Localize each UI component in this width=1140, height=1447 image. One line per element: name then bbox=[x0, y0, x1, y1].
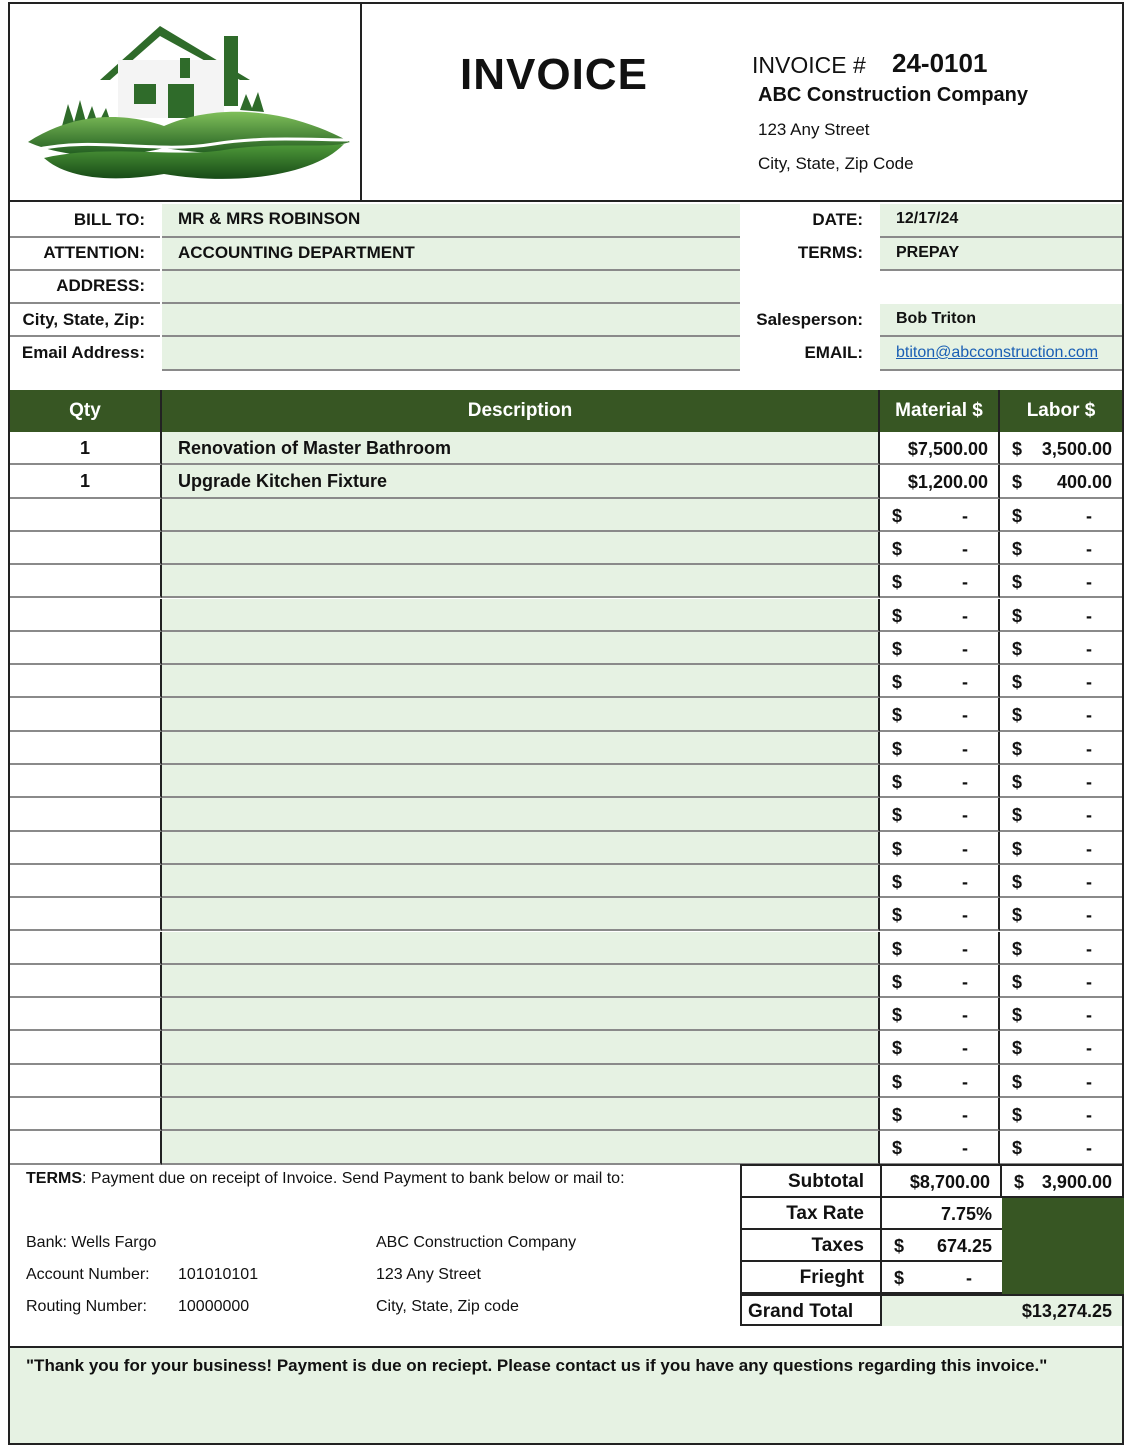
account-number-label: Account Number: bbox=[26, 1266, 150, 1283]
description-cell[interactable] bbox=[162, 698, 880, 731]
currency-sign: $ bbox=[1012, 1005, 1023, 1026]
sales-email-link[interactable]: btiton@abcconstruction.com bbox=[896, 344, 1099, 361]
labor-value: 3,500.00 bbox=[1041, 439, 1112, 459]
account-number: 101010101 bbox=[178, 1266, 259, 1283]
description-cell[interactable] bbox=[162, 665, 880, 698]
labor-value: - bbox=[1086, 1071, 1092, 1092]
table-row bbox=[10, 499, 1122, 532]
material-value: - bbox=[962, 772, 968, 792]
labor-cell[interactable] bbox=[1000, 1098, 1122, 1131]
invoice-sheet bbox=[8, 2, 1124, 1445]
qty-cell[interactable] bbox=[10, 798, 162, 831]
currency-sign: $ bbox=[894, 1236, 905, 1256]
table-row bbox=[10, 532, 1122, 565]
row-divider bbox=[10, 335, 160, 337]
material-value: - bbox=[962, 805, 968, 826]
labor-cell[interactable] bbox=[1000, 798, 1122, 831]
table-row bbox=[10, 832, 1122, 865]
freight-label: Frieght bbox=[742, 1262, 882, 1292]
bill-to-label: BILL TO: bbox=[73, 210, 145, 229]
currency-sign: $ bbox=[892, 572, 903, 593]
material-value: - bbox=[962, 672, 968, 693]
currency-sign: $ bbox=[892, 871, 903, 892]
subtotal-row bbox=[742, 1166, 1122, 1198]
currency-sign: $ bbox=[892, 805, 903, 826]
taxes-value: 674.25 bbox=[936, 1236, 992, 1256]
material-value: - bbox=[962, 1105, 968, 1125]
currency-sign: $ bbox=[892, 672, 903, 693]
material-cell[interactable] bbox=[880, 865, 1000, 898]
description-cell[interactable] bbox=[162, 765, 880, 798]
description-cell[interactable] bbox=[162, 1131, 880, 1164]
description-cell[interactable] bbox=[162, 832, 880, 865]
currency-sign: $ bbox=[892, 1138, 903, 1159]
material-value: - bbox=[962, 871, 968, 892]
currency-sign: $ bbox=[892, 838, 903, 859]
qty-cell[interactable]: 1 bbox=[10, 432, 162, 465]
currency-sign: $ bbox=[1012, 472, 1023, 493]
currency-sign: $ bbox=[1012, 971, 1023, 992]
currency-sign: $ bbox=[1014, 1172, 1025, 1192]
subtotal-label: Subtotal bbox=[742, 1166, 882, 1196]
description-cell[interactable] bbox=[162, 998, 880, 1031]
qty-column-header: Qty bbox=[10, 390, 162, 432]
labor-column-header: Labor $ bbox=[1026, 400, 1096, 421]
date-label: DATE: bbox=[812, 210, 863, 229]
terms-field[interactable]: PREPAY bbox=[880, 238, 1122, 271]
material-cell[interactable] bbox=[880, 965, 1000, 998]
thank-you-box bbox=[10, 1346, 1122, 1443]
labor-value: 400.00 bbox=[1056, 472, 1112, 493]
labor-cell[interactable] bbox=[1000, 698, 1122, 731]
currency-sign: $ bbox=[1012, 505, 1023, 526]
sales-email-field[interactable] bbox=[880, 337, 1122, 371]
material-value: - bbox=[962, 572, 968, 593]
currency-sign: $ bbox=[892, 705, 903, 726]
currency-sign: $ bbox=[892, 772, 903, 792]
row-divider bbox=[10, 236, 160, 238]
material-cell[interactable] bbox=[880, 1065, 1000, 1098]
qty-cell[interactable] bbox=[10, 1098, 162, 1131]
currency-sign: $ bbox=[1012, 572, 1023, 593]
material-value: - bbox=[962, 1071, 968, 1092]
subtotal-labor bbox=[1002, 1166, 1122, 1196]
labor-cell[interactable] bbox=[1000, 465, 1122, 498]
address-field[interactable] bbox=[162, 271, 740, 304]
payment-terms-label: TERMS bbox=[26, 1170, 82, 1187]
material-cell[interactable] bbox=[880, 632, 1000, 665]
thank-you-message: "Thank you for your business! Payment is due on reciept. Please contact us if you have any questions regarding this invoice." bbox=[26, 1356, 1048, 1375]
currency-sign: $ bbox=[892, 1005, 903, 1026]
labor-value: - bbox=[1086, 805, 1092, 826]
description-cell[interactable]: Upgrade Kitchen Fixture bbox=[162, 465, 880, 498]
material-value: - bbox=[962, 605, 968, 626]
invoice-title: INVOICE bbox=[460, 50, 648, 99]
payment-terms bbox=[26, 1170, 625, 1188]
freight-cell[interactable] bbox=[882, 1262, 1002, 1292]
material-value: $7,500.00 bbox=[907, 439, 988, 459]
labor-cell[interactable] bbox=[1000, 632, 1122, 665]
qty-cell[interactable] bbox=[10, 732, 162, 765]
description-cell[interactable] bbox=[162, 1031, 880, 1064]
currency-sign: $ bbox=[1012, 638, 1023, 659]
labor-cell[interactable] bbox=[1000, 1065, 1122, 1098]
bank-name: Bank: Wells Fargo bbox=[26, 1234, 157, 1251]
currency-sign: $ bbox=[1012, 838, 1023, 859]
company-street: 123 Any Street bbox=[758, 120, 870, 139]
salesperson-label: Salesperson: bbox=[756, 310, 863, 329]
labor-cell[interactable] bbox=[1000, 865, 1122, 898]
qty-cell[interactable] bbox=[10, 865, 162, 898]
tax-rate-cell[interactable] bbox=[882, 1198, 1002, 1228]
mail-city: City, State, Zip code bbox=[376, 1298, 519, 1315]
description-cell[interactable] bbox=[162, 965, 880, 998]
material-value: - bbox=[962, 838, 968, 859]
material-cell[interactable] bbox=[880, 499, 1000, 532]
table-row bbox=[10, 1131, 1122, 1164]
totals-green-block bbox=[1002, 1198, 1124, 1294]
labor-cell[interactable] bbox=[1000, 599, 1122, 632]
labor-cell[interactable] bbox=[1000, 665, 1122, 698]
table-row bbox=[10, 698, 1122, 731]
qty-cell[interactable]: 1 bbox=[10, 465, 162, 498]
table-row bbox=[10, 932, 1122, 965]
description-cell[interactable] bbox=[162, 798, 880, 831]
table-row bbox=[10, 1065, 1122, 1098]
qty-cell[interactable] bbox=[10, 532, 162, 565]
labor-value: - bbox=[1086, 772, 1092, 792]
currency-sign: $ bbox=[894, 1268, 905, 1288]
qty-cell[interactable] bbox=[10, 1065, 162, 1098]
currency-sign: $ bbox=[892, 1038, 903, 1059]
material-value: $1,200.00 bbox=[907, 472, 988, 493]
labor-value: - bbox=[1086, 1138, 1092, 1159]
taxes-cell bbox=[882, 1230, 1002, 1260]
material-cell[interactable] bbox=[880, 1031, 1000, 1064]
email-address-label: Email Address: bbox=[21, 343, 145, 362]
material-cell[interactable] bbox=[880, 599, 1000, 632]
currency-sign: $ bbox=[892, 538, 903, 559]
email-address-field[interactable] bbox=[162, 337, 740, 371]
table-row bbox=[10, 732, 1122, 765]
currency-sign: $ bbox=[1012, 605, 1023, 626]
subtotal-material-value: $8,700.00 bbox=[909, 1172, 990, 1192]
table-row bbox=[10, 665, 1122, 698]
subtotal-labor-value: 3,900.00 bbox=[1041, 1172, 1112, 1192]
labor-cell[interactable] bbox=[1000, 898, 1122, 931]
currency-sign: $ bbox=[1012, 805, 1023, 826]
table-row bbox=[10, 599, 1122, 632]
labor-cell[interactable] bbox=[1000, 832, 1122, 865]
taxes-label: Taxes bbox=[742, 1230, 882, 1260]
table-row bbox=[10, 432, 1122, 465]
description-cell[interactable] bbox=[162, 865, 880, 898]
qty-cell[interactable] bbox=[10, 632, 162, 665]
qty-cell[interactable] bbox=[10, 832, 162, 865]
labor-cell[interactable] bbox=[1000, 499, 1122, 532]
labor-value: - bbox=[1086, 1005, 1092, 1026]
material-cell[interactable] bbox=[880, 1098, 1000, 1131]
qty-cell[interactable] bbox=[10, 698, 162, 731]
currency-sign: $ bbox=[892, 638, 903, 659]
qty-cell[interactable] bbox=[10, 898, 162, 931]
labor-cell[interactable] bbox=[1000, 1031, 1122, 1064]
table-row bbox=[10, 765, 1122, 798]
qty-cell[interactable] bbox=[10, 765, 162, 798]
material-value: - bbox=[962, 505, 968, 526]
terms-label: TERMS: bbox=[797, 243, 863, 262]
address-label: ADDRESS: bbox=[56, 276, 145, 295]
material-value: - bbox=[962, 1005, 968, 1026]
currency-sign: $ bbox=[892, 605, 903, 626]
description-cell[interactable] bbox=[162, 1065, 880, 1098]
qty-cell[interactable] bbox=[10, 932, 162, 965]
material-value: - bbox=[962, 638, 968, 659]
table-row bbox=[10, 798, 1122, 831]
description-cell[interactable] bbox=[162, 1098, 880, 1131]
freight-value: - bbox=[966, 1268, 972, 1288]
qty-cell[interactable] bbox=[10, 665, 162, 698]
labor-value: - bbox=[1086, 705, 1092, 726]
taxes-row bbox=[742, 1230, 1002, 1262]
mail-street: 123 Any Street bbox=[376, 1266, 481, 1283]
material-cell[interactable] bbox=[880, 898, 1000, 931]
labor-value: - bbox=[1086, 738, 1092, 759]
routing-number: 10000000 bbox=[178, 1298, 250, 1315]
labor-cell[interactable] bbox=[1000, 765, 1122, 798]
labor-value: - bbox=[1086, 1038, 1092, 1059]
currency-sign: $ bbox=[892, 505, 903, 526]
labor-value: - bbox=[1086, 938, 1092, 959]
labor-value: - bbox=[1086, 605, 1092, 626]
material-value: - bbox=[962, 938, 968, 959]
currency-sign: $ bbox=[1012, 439, 1023, 459]
bill-to-field[interactable]: MR & MRS ROBINSON bbox=[162, 204, 740, 238]
invoice-number[interactable]: 24-0101 bbox=[892, 48, 988, 78]
labor-value: - bbox=[1086, 505, 1092, 526]
grand-total-value: $13,274.25 bbox=[1021, 1301, 1112, 1321]
table-row bbox=[10, 565, 1122, 598]
labor-value: - bbox=[1086, 672, 1092, 693]
totals-box bbox=[740, 1164, 1122, 1326]
qty-cell[interactable] bbox=[10, 998, 162, 1031]
table-row bbox=[10, 965, 1122, 998]
date-field[interactable]: 12/17/24 bbox=[880, 204, 1122, 238]
material-cell[interactable] bbox=[880, 765, 1000, 798]
qty-cell[interactable] bbox=[10, 965, 162, 998]
currency-sign: $ bbox=[1012, 1138, 1023, 1159]
labor-value: - bbox=[1086, 538, 1092, 559]
currency-sign: $ bbox=[1012, 871, 1023, 892]
labor-cell[interactable] bbox=[1000, 965, 1122, 998]
material-cell[interactable] bbox=[880, 532, 1000, 565]
currency-sign: $ bbox=[1012, 905, 1023, 926]
material-cell[interactable] bbox=[880, 465, 1000, 498]
description-cell[interactable] bbox=[162, 898, 880, 931]
labor-cell[interactable] bbox=[1000, 932, 1122, 965]
header-divider bbox=[10, 200, 1122, 202]
table-row bbox=[10, 1031, 1122, 1064]
material-value: - bbox=[962, 971, 968, 992]
table-row bbox=[10, 865, 1122, 898]
currency-sign: $ bbox=[1012, 738, 1023, 759]
grand-total-label: Grand Total bbox=[742, 1296, 882, 1326]
currency-sign: $ bbox=[1012, 672, 1023, 693]
description-cell[interactable] bbox=[162, 499, 880, 532]
description-cell[interactable] bbox=[162, 565, 880, 598]
currency-sign: $ bbox=[1012, 772, 1023, 792]
currency-sign: $ bbox=[892, 905, 903, 926]
qty-cell[interactable] bbox=[10, 599, 162, 632]
mail-company-name: ABC Construction Company bbox=[376, 1234, 577, 1251]
payment-terms-text: : Payment due on receipt of Invoice. Send Payment to bank below or mail to: bbox=[82, 1170, 625, 1187]
table-row bbox=[10, 998, 1122, 1031]
grand-total-row bbox=[742, 1294, 1122, 1326]
city-state-zip-label: City, State, Zip: bbox=[22, 310, 145, 329]
freight-row bbox=[742, 1262, 1002, 1294]
labor-value: - bbox=[1086, 638, 1092, 659]
items-table-header bbox=[10, 390, 1122, 432]
qty-cell[interactable] bbox=[10, 499, 162, 532]
invoice-number-label: INVOICE # bbox=[752, 52, 866, 78]
house-logo-icon bbox=[14, 8, 354, 198]
grand-total-cell bbox=[882, 1296, 1122, 1326]
description-cell[interactable] bbox=[162, 632, 880, 665]
material-cell[interactable] bbox=[880, 565, 1000, 598]
description-column-header: Description bbox=[162, 390, 880, 432]
labor-value: - bbox=[1086, 971, 1092, 992]
table-row bbox=[10, 465, 1122, 498]
labor-cell[interactable] bbox=[1000, 532, 1122, 565]
tax-rate-label: Tax Rate bbox=[742, 1198, 882, 1228]
labor-cell[interactable] bbox=[1000, 998, 1122, 1031]
company-name: ABC Construction Company bbox=[758, 84, 1028, 106]
qty-cell[interactable] bbox=[10, 1031, 162, 1064]
currency-sign: $ bbox=[1012, 1038, 1023, 1059]
material-cell[interactable] bbox=[880, 432, 1000, 465]
labor-value: - bbox=[1086, 838, 1092, 859]
material-value: - bbox=[962, 1138, 968, 1159]
currency-sign: $ bbox=[892, 1105, 903, 1125]
tax-rate-value: 7.75% bbox=[940, 1204, 992, 1224]
material-value: - bbox=[962, 538, 968, 559]
description-cell[interactable] bbox=[162, 599, 880, 632]
currency-sign: $ bbox=[892, 938, 903, 959]
description-cell[interactable] bbox=[162, 932, 880, 965]
labor-cell[interactable] bbox=[1000, 1131, 1122, 1164]
table-row bbox=[10, 1098, 1122, 1131]
labor-value: - bbox=[1086, 871, 1092, 892]
material-cell[interactable] bbox=[880, 1131, 1000, 1164]
material-cell[interactable] bbox=[880, 665, 1000, 698]
currency-sign: $ bbox=[1012, 1105, 1023, 1125]
material-cell[interactable] bbox=[880, 832, 1000, 865]
material-value: - bbox=[962, 905, 968, 926]
table-row bbox=[10, 898, 1122, 931]
currency-sign: $ bbox=[892, 971, 903, 992]
labor-cell[interactable] bbox=[1000, 565, 1122, 598]
row-divider bbox=[10, 302, 160, 304]
material-column-header: Material $ bbox=[880, 390, 1000, 432]
labor-cell[interactable] bbox=[1000, 732, 1122, 765]
material-cell[interactable] bbox=[880, 932, 1000, 965]
qty-cell[interactable] bbox=[10, 1131, 162, 1164]
tax-rate-row bbox=[742, 1198, 1002, 1230]
currency-sign: $ bbox=[1012, 1071, 1023, 1092]
material-value: - bbox=[962, 705, 968, 726]
city-state-zip-field[interactable] bbox=[162, 304, 740, 337]
row-divider bbox=[10, 269, 160, 271]
labor-cell[interactable] bbox=[1000, 432, 1122, 465]
material-value: - bbox=[962, 1038, 968, 1059]
logo-box bbox=[10, 4, 362, 200]
qty-cell[interactable] bbox=[10, 565, 162, 598]
labor-value: - bbox=[1086, 905, 1092, 926]
currency-sign: $ bbox=[892, 1071, 903, 1092]
currency-sign: $ bbox=[1012, 938, 1023, 959]
subtotal-material bbox=[882, 1166, 1002, 1196]
currency-sign: $ bbox=[892, 738, 903, 759]
currency-sign: $ bbox=[1012, 538, 1023, 559]
table-row bbox=[10, 632, 1122, 665]
sales-email-label: EMAIL: bbox=[804, 343, 863, 362]
description-cell[interactable] bbox=[162, 732, 880, 765]
material-cell[interactable] bbox=[880, 698, 1000, 731]
attention-label: ATTENTION: bbox=[43, 243, 145, 262]
description-cell[interactable] bbox=[162, 532, 880, 565]
labor-value: - bbox=[1086, 1105, 1092, 1125]
currency-sign: $ bbox=[1012, 705, 1023, 726]
labor-value: - bbox=[1086, 572, 1092, 593]
material-cell[interactable] bbox=[880, 732, 1000, 765]
material-cell[interactable] bbox=[880, 998, 1000, 1031]
attention-field[interactable]: ACCOUNTING DEPARTMENT bbox=[162, 238, 740, 271]
description-cell[interactable]: Renovation of Master Bathroom bbox=[162, 432, 880, 465]
company-city: City, State, Zip Code bbox=[758, 154, 914, 173]
material-value: - bbox=[962, 738, 968, 759]
salesperson-field[interactable]: Bob Triton bbox=[880, 304, 1122, 337]
material-cell[interactable] bbox=[880, 798, 1000, 831]
routing-number-label: Routing Number: bbox=[26, 1298, 147, 1315]
